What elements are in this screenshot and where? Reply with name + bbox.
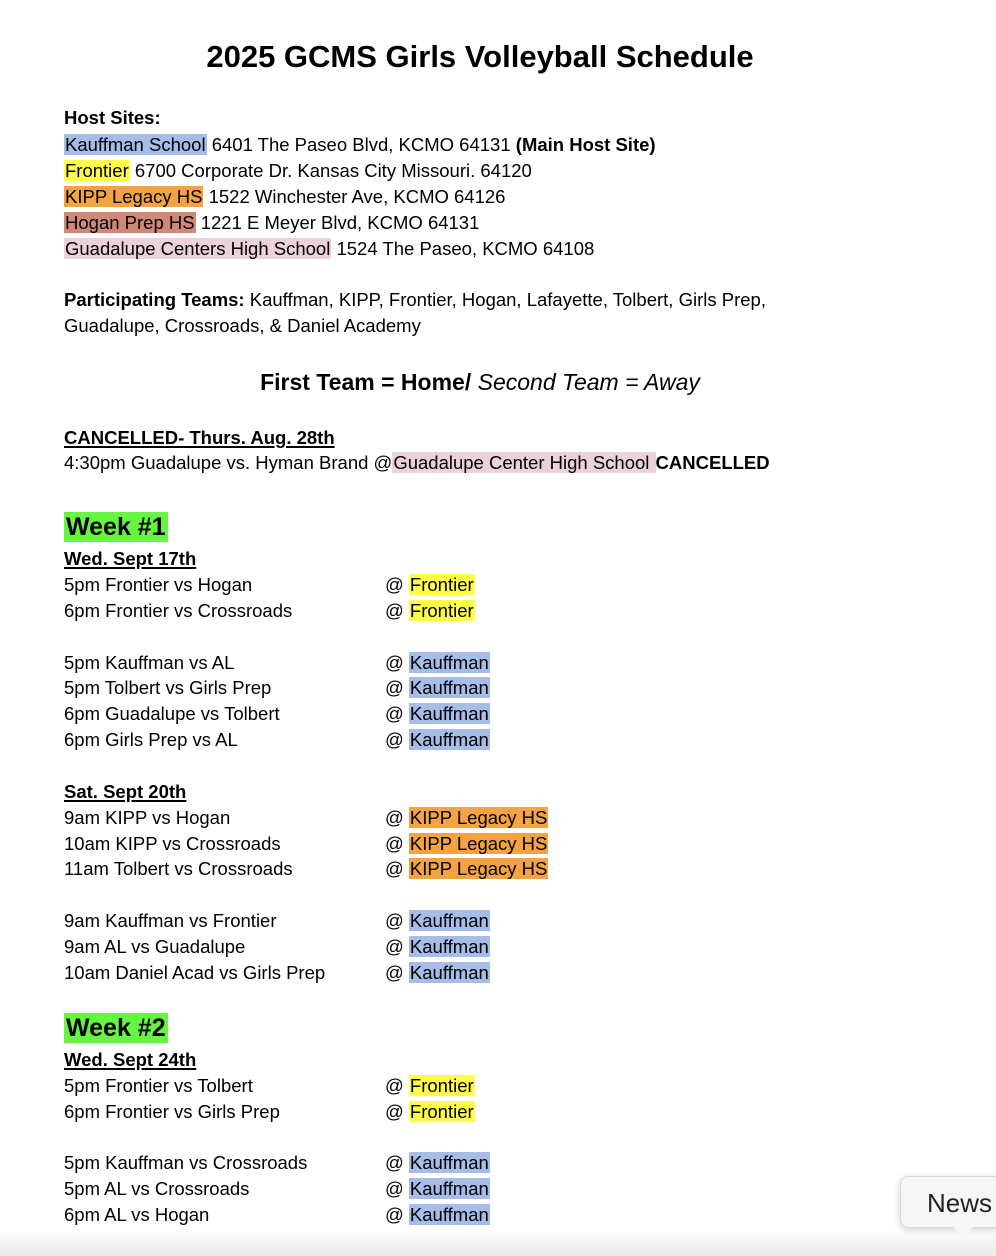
game-site: @ Kauffman — [385, 652, 489, 673]
game-site: @ KIPP Legacy HS — [385, 833, 548, 854]
page-title: 2025 GCMS Girls Volleyball Schedule — [206, 39, 754, 74]
game-row — [64, 651, 489, 675]
game-text: 9am KIPP vs Hogan — [64, 807, 231, 828]
site-kipp: KIPP Legacy HS — [409, 833, 548, 854]
site-kipp: KIPP Legacy HS — [409, 858, 548, 879]
game-site: @ KIPP Legacy HS — [385, 858, 548, 879]
game-text: 5pm Frontier vs Hogan — [64, 574, 253, 595]
game-text: 6pm Frontier vs Crossroads — [64, 600, 293, 621]
site-name-guadalupe: Guadalupe Centers High School — [65, 238, 331, 259]
game-row — [64, 961, 489, 985]
participating-list: Kauffman, KIPP, Frontier, Hogan, Lafayette, Tolbert, Girls Prep, — [244, 289, 766, 310]
game-text: 6pm Girls Prep vs AL — [64, 729, 238, 750]
week-1-day-2-heading: Sat. Sept 20th — [64, 781, 187, 802]
host-sites-heading: Host Sites: — [64, 107, 161, 128]
game-row — [64, 728, 489, 752]
game-text: 11am Tolbert vs Crossroads — [64, 858, 293, 879]
game-text: 5pm Frontier vs Tolbert — [64, 1075, 253, 1096]
site-name-kauffman: Kauffman School — [65, 134, 206, 155]
participating-teams-cont: Guadalupe, Crossroads, & Daniel Academy — [64, 315, 421, 336]
site-kauffman: Kauffman — [409, 1152, 489, 1173]
game-site: @ Kauffman — [385, 1178, 489, 1199]
game-row — [64, 702, 489, 726]
site-kauffman: Kauffman — [409, 1178, 489, 1199]
game-site: @ KIPP Legacy HS — [385, 807, 548, 828]
site-kauffman: Kauffman — [409, 729, 489, 750]
site-kauffman: Kauffman — [409, 1204, 489, 1225]
game-site: @ Kauffman — [385, 677, 489, 698]
week-1-label: Week #1 — [66, 513, 166, 541]
game-row — [64, 935, 489, 959]
game-text: 5pm Tolbert vs Girls Prep — [64, 677, 272, 698]
site-address: 1221 E Meyer Blvd, KCMO 64131 — [195, 212, 480, 233]
site-address: 1524 The Paseo, KCMO 64108 — [331, 238, 595, 259]
home-away-rule — [0, 367, 960, 397]
game-row — [64, 1100, 474, 1124]
game-site: @ Kauffman — [385, 1204, 489, 1225]
site-kipp: KIPP Legacy HS — [409, 807, 548, 828]
game-site: @ Kauffman — [385, 703, 489, 724]
site-address: 1522 Winchester Ave, KCMO 64126 — [203, 186, 506, 207]
game-row — [64, 676, 489, 700]
host-site-kauffman — [64, 133, 656, 157]
game-site: @ Kauffman — [385, 729, 489, 750]
game-row — [64, 1203, 489, 1227]
game-text: 5pm Kauffman vs AL — [64, 652, 235, 673]
game-site: @ Frontier — [385, 600, 474, 621]
game-row — [64, 1177, 489, 1201]
cancelled-game-text: 4:30pm Guadalupe vs. Hyman Brand @ — [64, 452, 393, 473]
host-site-frontier — [64, 159, 532, 183]
week-2-label: Week #2 — [66, 1014, 166, 1042]
game-row — [64, 1151, 489, 1175]
site-frontier: Frontier — [409, 1101, 474, 1122]
participating-label: Participating Teams: — [64, 289, 245, 310]
game-text: 10am KIPP vs Crossroads — [64, 833, 281, 854]
bottom-edge-shadow — [0, 1230, 996, 1256]
site-frontier: Frontier — [409, 1075, 474, 1096]
game-site: @ Kauffman — [385, 1152, 489, 1173]
game-text: 9am AL vs Guadalupe — [64, 936, 246, 957]
game-text: 6pm AL vs Hogan — [64, 1204, 210, 1225]
game-row — [64, 806, 548, 830]
host-site-guadalupe — [64, 237, 594, 261]
game-site: @ Frontier — [385, 1101, 474, 1122]
away-rule: Second Team = Away — [471, 369, 700, 395]
game-row — [64, 599, 474, 623]
site-kauffman: Kauffman — [409, 962, 489, 983]
cancelled-game — [64, 451, 770, 475]
host-site-kipp — [64, 185, 505, 209]
site-kauffman: Kauffman — [409, 936, 489, 957]
cancelled-status: CANCELLED — [655, 452, 770, 473]
main-host-note: (Main Host Site) — [515, 134, 656, 155]
host-site-hogan — [64, 211, 479, 235]
site-name-kipp: KIPP Legacy HS — [65, 186, 203, 207]
game-text: 6pm Guadalupe vs Tolbert — [64, 703, 280, 724]
news-button[interactable]: News — [900, 1176, 996, 1228]
week-1-day-1-heading: Wed. Sept 17th — [64, 548, 197, 569]
game-row — [64, 857, 548, 881]
site-name-hogan: Hogan Prep HS — [65, 212, 195, 233]
participating-teams — [64, 288, 766, 312]
site-frontier: Frontier — [409, 600, 474, 621]
cancelled-heading: CANCELLED- Thurs. Aug. 28th — [64, 427, 335, 448]
site-kauffman: Kauffman — [409, 703, 489, 724]
news-button-tail — [952, 1226, 974, 1238]
game-site: @ Frontier — [385, 574, 474, 595]
game-site: @ Frontier — [385, 1075, 474, 1096]
game-text: 10am Daniel Acad vs Girls Prep — [64, 962, 326, 983]
site-kauffman: Kauffman — [409, 910, 489, 931]
site-address: 6401 The Paseo Blvd, KCMO 64131 — [206, 134, 516, 155]
game-row — [64, 1074, 474, 1098]
game-row — [64, 832, 548, 856]
game-text: 5pm Kauffman vs Crossroads — [64, 1152, 308, 1173]
site-kauffman: Kauffman — [409, 677, 489, 698]
game-row — [64, 573, 474, 597]
site-name-frontier: Frontier — [65, 160, 129, 181]
game-site: @ Kauffman — [385, 910, 489, 931]
game-site: @ Kauffman — [385, 936, 489, 957]
home-rule: First Team = Home/ — [260, 369, 472, 395]
site-frontier: Frontier — [409, 574, 474, 595]
week-2-day-1-heading: Wed. Sept 24th — [64, 1049, 197, 1070]
game-site: @ Kauffman — [385, 962, 489, 983]
site-kauffman: Kauffman — [409, 652, 489, 673]
cancelled-site: Guadalupe Center High School — [393, 452, 655, 473]
game-text: 9am Kauffman vs Frontier — [64, 910, 277, 931]
game-row — [64, 909, 489, 933]
game-text: 6pm Frontier vs Girls Prep — [64, 1101, 280, 1122]
game-text: 5pm AL vs Crossroads — [64, 1178, 250, 1199]
site-address: 6700 Corporate Dr. Kansas City Missouri. 64120 — [129, 160, 532, 181]
